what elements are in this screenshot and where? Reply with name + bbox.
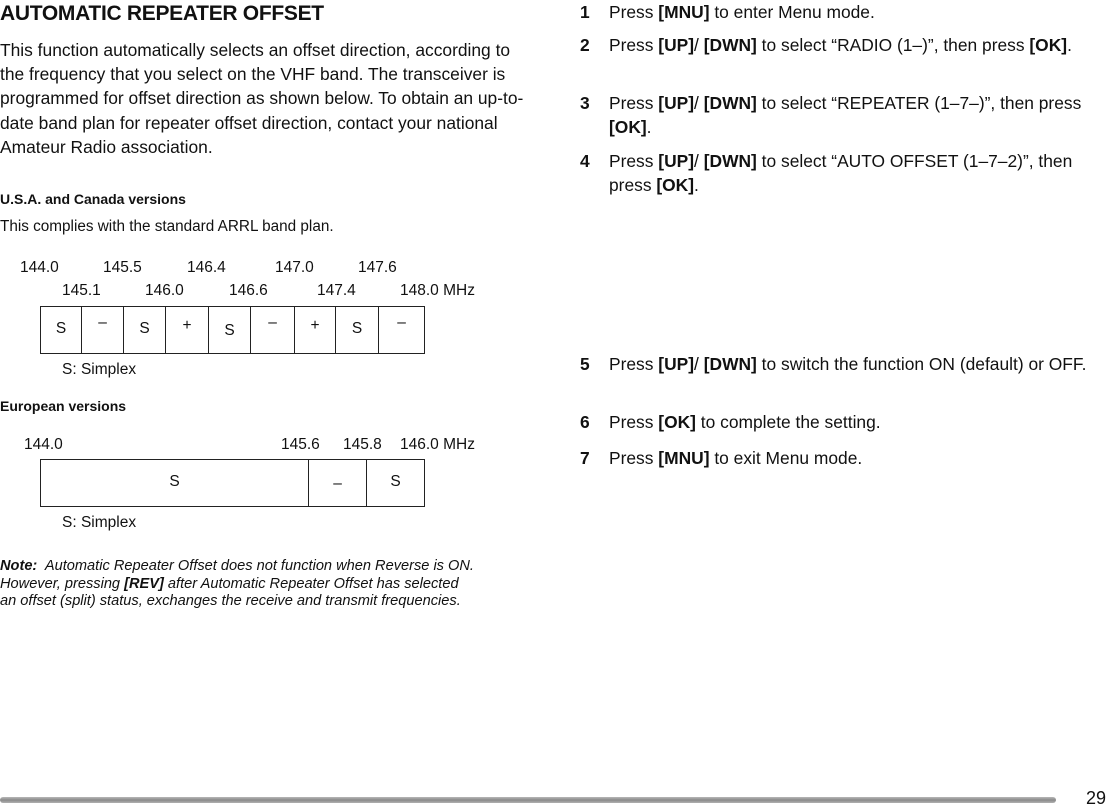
us-freq-top: 144.0 <box>20 259 59 276</box>
note-block <box>0 558 540 611</box>
band-segment: + <box>166 307 209 353</box>
band-segment: S <box>336 307 379 353</box>
eu-band-bar <box>40 459 425 507</box>
band-segment: S <box>209 307 251 353</box>
step-text: Press [UP]/ [DWN] to switch the function ON (default) or OFF. <box>609 354 1087 374</box>
key-label: [MNU] <box>658 448 710 468</box>
us-legend: S: Simplex <box>62 361 137 378</box>
key-label: [OK] <box>656 175 695 196</box>
step-number: 2 <box>580 35 590 55</box>
band-segment: S <box>41 460 309 506</box>
step-number: 5 <box>580 354 590 374</box>
us-freq-top: 145.5 <box>103 259 142 276</box>
note-line3: an offset (split) status, exchanges the receive and transmit frequencies. <box>0 593 461 610</box>
step-text: Press [UP]/ [DWN] to select “RADIO (1–)”, then press [OK]. <box>609 35 1072 55</box>
us-freq-bottom: 146.0 <box>145 282 184 299</box>
step-text: Press [OK] to complete the setting. <box>609 412 881 432</box>
band-segment: S <box>390 473 401 490</box>
step-text: Press [UP]/ [DWN] to select “AUTO OFFSET (1–7–2)”, then press [OK]. <box>609 151 1073 196</box>
step-number: 1 <box>580 2 590 22</box>
key-label: [MNU] <box>658 2 710 22</box>
key-label: [UP] <box>658 354 695 374</box>
band-segment: + <box>295 307 336 353</box>
note-line2-pre: However, pressing <box>0 575 125 592</box>
us-plan-heading: U.S.A. and Canada versions <box>0 191 186 207</box>
us-freq-bottom: 147.4 <box>317 282 356 299</box>
eu-plan-heading: European versions <box>0 398 127 414</box>
us-freq-bottom: 148.0 MHz <box>400 282 475 299</box>
us-freq-bottom: 145.1 <box>62 282 101 299</box>
eu-legend: S: Simplex <box>62 514 137 531</box>
band-segment: – <box>82 307 124 353</box>
note-label: Note: <box>0 558 38 574</box>
us-freq-top: 147.0 <box>275 259 314 276</box>
step-number: 4 <box>580 151 590 171</box>
band-segment: – <box>251 307 295 353</box>
key-label: [UP] <box>658 35 695 55</box>
key-label: [UP] <box>658 93 695 113</box>
intro-paragraph: This function automatically selects an offset direction, according to the frequency that you select on the VHF band. The transceiver is programmed for offset direction as shown below. To obtain an up-to-date band plan for repeater offset direction, contact your national Amateur Radio association. <box>0 40 524 157</box>
page-number: 29 <box>1086 788 1107 808</box>
step-text: Press [MNU] to enter Menu mode. <box>609 2 875 22</box>
eu-freq: 145.8 <box>343 436 382 453</box>
key-label: [DWN] <box>703 354 757 374</box>
key-label: [DWN] <box>703 93 757 113</box>
us-freq-top: 147.6 <box>358 259 397 276</box>
note-line1: Automatic Repeater Offset does not function when Reverse is ON. <box>44 558 474 574</box>
step-number: 7 <box>580 448 590 468</box>
step-text: Press [UP]/ [DWN] to select “REPEATER (1–7–)”, then press [OK]. <box>609 93 1082 138</box>
eu-freq: 144.0 <box>24 436 63 453</box>
key-label: [OK] <box>609 117 647 138</box>
us-freq-bottom: 146.6 <box>229 282 268 299</box>
band-segment: – <box>397 314 406 331</box>
eu-freq: 146.0 MHz <box>400 436 475 453</box>
us-band-bar <box>40 306 425 354</box>
rev-key: [REV] <box>124 575 164 592</box>
band-segment: S <box>124 307 166 353</box>
key-label: [OK] <box>1029 35 1068 55</box>
us-plan-note: This complies with the standard ARRL band plan. <box>0 218 334 235</box>
footer-divider <box>0 797 1056 803</box>
note-line2-post: after Automatic Repeater Offset has selected <box>163 575 459 592</box>
band-segment: S <box>41 307 82 353</box>
section-title: AUTOMATIC REPEATER OFFSET <box>0 2 324 25</box>
step-number: 3 <box>580 93 590 113</box>
band-segment: – <box>309 460 367 506</box>
step-text: Press [MNU] to exit Menu mode. <box>609 448 863 468</box>
eu-freq: 145.6 <box>281 436 320 453</box>
key-label: [DWN] <box>703 151 757 171</box>
key-label: [DWN] <box>703 35 757 55</box>
step-number: 6 <box>580 412 590 432</box>
key-label: [OK] <box>658 412 696 432</box>
us-freq-top: 146.4 <box>187 259 226 276</box>
key-label: [UP] <box>658 151 695 171</box>
